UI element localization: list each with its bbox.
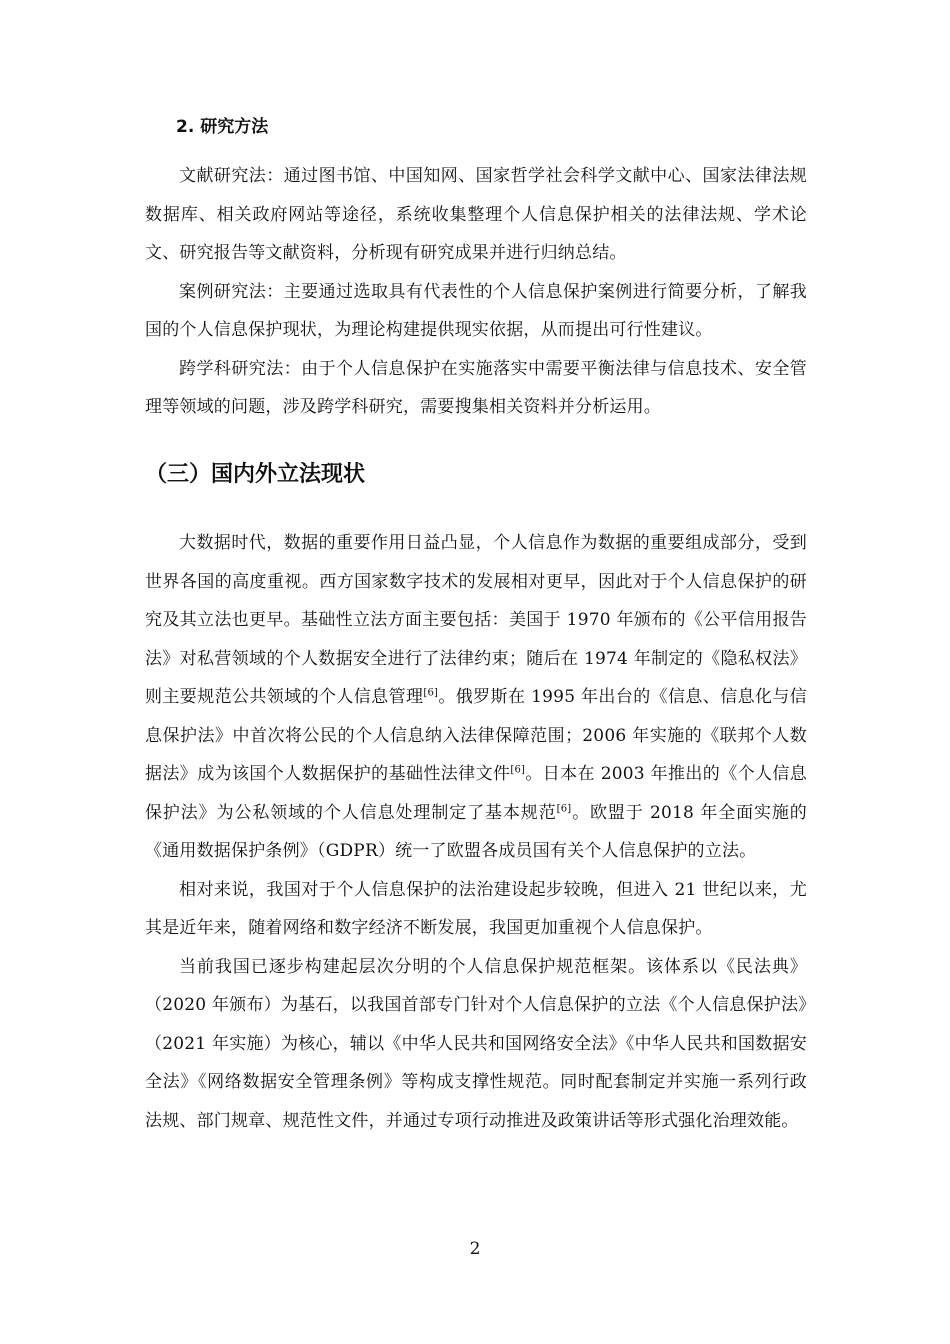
international-legislation-paragraph bbox=[145, 524, 807, 871]
paragraph-text: 。俄罗斯在 1995 年出台的《信息、信息化与信息保护法》中首次将公民的个人信息纳入法律保障范围；2006 年实施的《联邦个人数据法》成为该国个人数据保护的基础性法律文件 bbox=[145, 687, 808, 784]
paragraph-text: 。日本在 2003 年推出的《个人信息保护法》为公私领域的个人信息处理制定了基本规范 bbox=[145, 764, 807, 823]
paragraph-text: 。欧盟于 2018 年全面实施的《通用数据保护条例》（GDPR）统一了欧盟各成员国有关个人信息保护的立法。 bbox=[145, 802, 807, 861]
legislation-section-body bbox=[145, 524, 807, 1140]
literature-method-paragraph: 文献研究法：通过图书馆、中国知网、国家哲学社会科学文献中心、国家法律法规数据库、相关政府网站等途径，系统收集整理个人信息保护相关的法律法规、学术论文、研究报告等文献资料，分析现有研究成果并进行归纳总结。 bbox=[145, 166, 807, 263]
research-methods-body bbox=[145, 157, 807, 427]
interdisciplinary-method-paragraph: 跨学科研究法：由于个人信息保护在实施落实中需要平衡法律与信息技术、安全管理等领域的问题，涉及跨学科研究，需要搜集相关资料并分析运用。 bbox=[145, 358, 807, 417]
research-methods-heading: 2. 研究方法 bbox=[176, 117, 269, 137]
paragraph-text: 大数据时代，数据的重要作用日益凸显，个人信息作为数据的重要组成部分，受到世界各国的高度重视。西方国家数字技术的发展相对更早，因此对于个人信息保护的研究及其立法也更早。基础性立法方面主要包括：美国于 1970 年颁布的《公平信用报告法》对私营领域的个人数据安全进行了法律约束；随后在 1974 年制定的《隐私权法》则主要规范公共领域的个人信息管理 bbox=[145, 533, 807, 707]
domestic-framework-paragraph: 当前我国已逐步构建起层次分明的个人信息保护规范框架。该体系以《民法典》（2020 年颁布）为基石，以我国首部专门针对个人信息保护的立法《个人信息保护法》（2021 年实施）为核心，辅以《中华人民共和国网络安全法》《中华人民共和国数据安全法》《网络数据安全管理条例》等构成支撑性规范。同时配套制定并实施一系列行政法规、部门规章、规范性文件，并通过专项行动推进及政策讲话等形式强化治理效能。 bbox=[145, 956, 807, 1131]
page-number: 2 bbox=[469, 1239, 481, 1259]
case-method-paragraph: 案例研究法：主要通过选取具有代表性的个人信息保护案例进行简要分析，了解我国的个人信息保护现状，为理论构建提供现实依据，从而提出可行性建议。 bbox=[145, 281, 807, 340]
domestic-overview-paragraph: 相对来说，我国对于个人信息保护的法治建设起步较晚，但进入 21 世纪以来，尤其是近年来，随着网络和数字经济不断发展，我国更加重视个人信息保护。 bbox=[145, 879, 807, 938]
legislation-section-heading: （三）国内外立法现状 bbox=[145, 462, 366, 487]
citation-marker: [6] bbox=[556, 802, 572, 814]
citation-marker: [6] bbox=[423, 687, 439, 699]
citation-marker: [6] bbox=[510, 764, 526, 776]
